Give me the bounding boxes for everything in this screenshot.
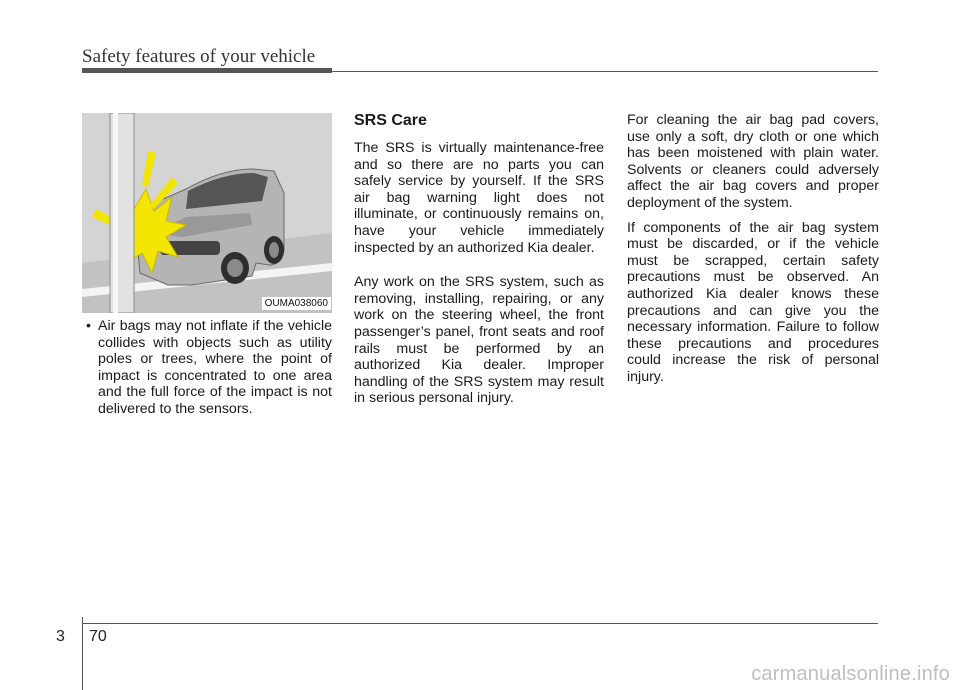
footer-rule xyxy=(82,623,878,624)
figure-code: OUMA038060 xyxy=(262,297,331,310)
header-rule xyxy=(82,71,878,72)
collision-illustration xyxy=(82,113,332,313)
paragraph: The SRS is virtually maintenance-free and so there are no parts you can safely service by yourself. If the SRS air bag warning light does not illuminate, or continuously remains on, have your vehicle immediately inspected by an authorized Kia dealer. xyxy=(354,140,604,256)
column-2 xyxy=(354,112,604,407)
watermark: carmanualsonline.info xyxy=(751,663,950,685)
chapter-number: 3 xyxy=(56,628,65,645)
column-3 xyxy=(627,112,879,386)
car-hitting-pole-image xyxy=(82,113,332,313)
column-1 xyxy=(82,318,332,418)
paragraph: For cleaning the air bag pad covers, use only a soft, dry cloth or one which has been moistened with plain water. Solvents or cleaners could adversely affect the air bag covers and proper deployment of the system. xyxy=(627,112,879,211)
bullet-mark: • xyxy=(86,318,91,334)
bullet-text: Air bags may not inflate if the vehicle collides with objects such as utility poles or trees, where the point of impact is concentrated to one area and the full force of the impact is not delivered to the sensors. xyxy=(98,318,332,417)
footer-vertical-rule xyxy=(82,617,83,690)
bullet-item xyxy=(82,318,332,418)
section-heading: SRS Care xyxy=(354,112,427,129)
paragraph: If components of the air bag system must be discarded, or if the vehicle must be scrapped, certain safety precautions must be observed. An authorized Kia dealer knows these precautions and can give you the necessary information. Failure to follow these precautions and procedures could increase the risk of personal injury. xyxy=(627,219,879,385)
page-number: 70 xyxy=(89,628,107,645)
paragraph: Any work on the SRS system, such as removing, installing, repairing, or any work on the steering wheel, the front passenger’s panel, front seats and roof rails must be performed by an authorized Kia dealer. Improper handling of the SRS system may result in serious personal injury. xyxy=(354,274,604,407)
page-header-title: Safety features of your vehicle xyxy=(82,46,316,67)
